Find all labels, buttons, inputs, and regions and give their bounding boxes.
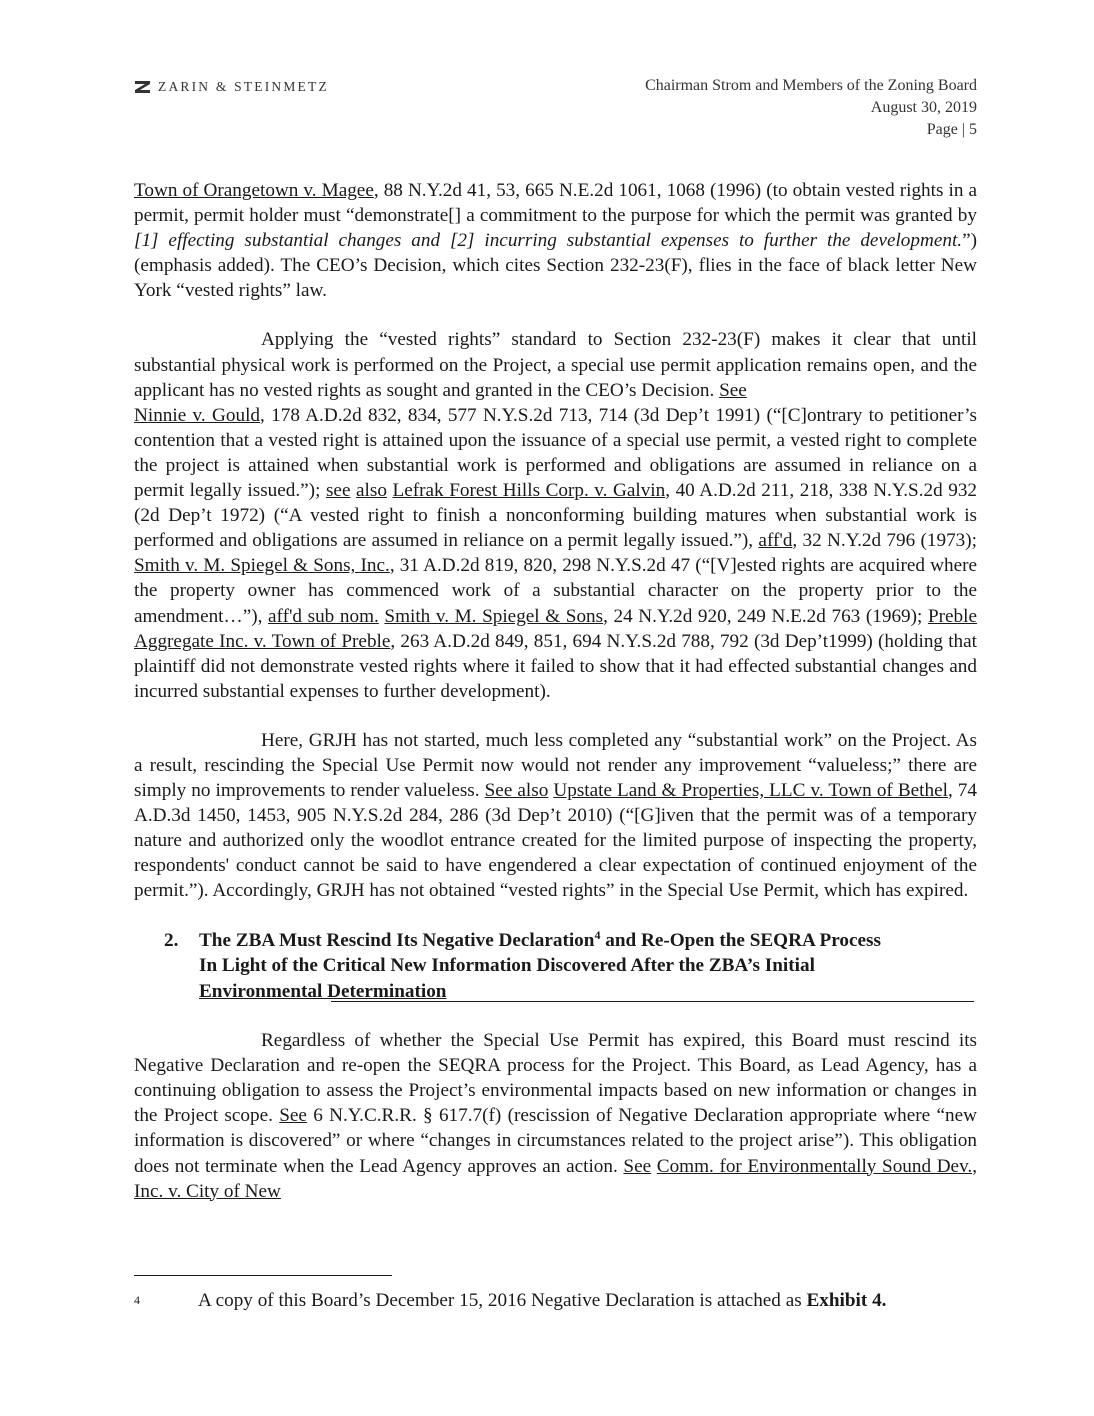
- firm-logo: [135, 79, 329, 95]
- heading-text: Environmental Determination: [199, 980, 447, 1002]
- header-addressee: Chairman Strom and Members of the Zoning Board: [645, 77, 977, 94]
- heading-text: The ZBA Must Rescind Its Negative Declaration: [199, 929, 595, 951]
- signal-affd: aff'd: [758, 530, 793, 552]
- case-citation: Comm. for Environmentally Sound Dev., Inc. v. City of New: [134, 1155, 978, 1202]
- case-citation: Smith v. M. Spiegel & Sons: [384, 605, 604, 627]
- paragraph-text: 6 N.Y.C.R.R. § 617.7(f) (rescission of Negative Declaration appropriate where “new information is discovered” or where “changes in circumstances related to the project arise”). This obligation does not terminate when the Lead Agency approves an action.: [134, 1105, 977, 1177]
- case-citation: Lefrak Forest Hills Corp. v. Galvin: [392, 480, 666, 502]
- case-citation: Preble Aggregate Inc. v. Town of Preble: [134, 605, 977, 652]
- paragraph-2: [134, 327, 977, 703]
- signal-affd-sub-nom: aff'd sub nom.: [268, 605, 379, 627]
- paragraph-text: Applying the “vested rights” standard to Section 232-23(F) makes it clear that until substantial physical work is performed on the Project, a special use permit application remains open, and the applicant has no vested rights as sought and granted in the CEO’s Decision.: [134, 329, 977, 401]
- paragraph-text: , 24 N.Y.2d 920, 249 N.E.2d 763 (1969);: [603, 605, 928, 627]
- footnote-mark: 4: [134, 1293, 140, 1307]
- signal-see: See: [623, 1155, 652, 1177]
- paragraph-text: , 263 A.D.2d 849, 851, 694 N.Y.S.2d 788, 792 (3d Dep’t1999) (holding that plaintiff did not demonstrate vested rights where it failed to show that it had effected substantial changes and incurred substantial expenses to further development).: [134, 630, 977, 702]
- signal-see: see: [325, 480, 351, 502]
- case-citation: Smith v. M. Spiegel & Sons, Inc.: [134, 555, 390, 577]
- case-citation: Town of Orangetown v. Magee: [134, 180, 374, 201]
- paragraph-text: ”) (emphasis added). The CEO’s Decision, which cites Section 232-23(F), flies in the face of black letter New York “vested rights” law.: [134, 230, 977, 302]
- signal-also: also: [356, 480, 387, 502]
- page-header: [645, 75, 977, 141]
- signal-see-also: See also: [484, 780, 549, 802]
- footnote-exhibit: Exhibit 4.: [806, 1290, 887, 1311]
- emphasized-quote: [1] effecting substantial changes and [2] incurring substantial expenses to further the development.: [134, 230, 963, 252]
- section-heading: [134, 928, 977, 1005]
- footnote-divider: [134, 1275, 392, 1276]
- header-date: August 30, 2019: [870, 99, 977, 116]
- paragraph-text: Here, GRJH has not started, much less completed any “substantial work” on the Project. As a result, rescinding the Special Use Permit now would not render any improvement “valueless;” there are simply no improvements to render valueless.: [134, 729, 977, 802]
- header-page-number: Page | 5: [926, 121, 977, 138]
- footnote-body: A copy of this Board’s December 15, 2016 Negative Declaration is attached as: [198, 1290, 807, 1311]
- case-citation: Ninnie v. Gould: [134, 404, 260, 426]
- signal-see: See: [279, 1105, 307, 1127]
- paragraph-text: Regardless of whether the Special Use Permit has expired, this Board must rescind its Negative Declaration and re-open the SEQRA process for the Project. This Board, as Lead Agency, has a continuing obligation to assess the Project’s environmental impacts based on new information or changes in the Project scope.: [134, 1030, 977, 1127]
- firm-logo-icon: [135, 81, 150, 93]
- section-number: 2.: [164, 929, 179, 951]
- heading-text: and Re-Open the SEQRA Process: [600, 929, 881, 951]
- heading-text: In Light of the Critical New Information Discovered After the ZBA’s Initial: [199, 955, 815, 977]
- paragraph-text: , 74 A.D.3d 1450, 1453, 905 N.Y.S.2d 284, 286 (3d Dep’t 2010) (“[G]iven that the permit was of a temporary nature and authorized only the woodlot entrance created for the limited purpose of inspecting the property, respondents' conduct cannot be said to have engendered a clear expectation of continued enjoyment of the permit.”). Accordingly, GRJH has not obtained “vested rights” in the Special Use Permit, which has expired.: [134, 780, 977, 902]
- paragraph-3: [134, 728, 977, 904]
- signal-see: See: [719, 379, 747, 401]
- paragraph-text: , 40 A.D.2d 211, 218, 338 N.Y.S.2d 932 (2d Dep’t 1972) (“A vested right to finish a nonconforming building matures when substantial work is performed and obligations are assumed in reliance on a permit legally issued.”),: [134, 480, 978, 552]
- heading-underline: [331, 1001, 974, 1002]
- paragraph-1: [134, 178, 977, 303]
- paragraph-text: , 31 A.D.2d 819, 820, 298 N.Y.S.2d 47 (“[V]ested rights are acquired where the property owner has commenced work of a substantial character on the property prior to the amendment…”),: [134, 555, 977, 627]
- footnote: [134, 1288, 977, 1313]
- paragraph-text: , 32 N.Y.2d 796 (1973);: [792, 530, 977, 552]
- paragraph-text: , 178 A.D.2d 832, 834, 577 N.Y.S.2d 713, 714 (3d Dep’t 1991) (“[C]ontrary to petitioner’s contention that a vested right is attained upon the issuance of a special use permit, a vested right to complete the project is attained when substantial work is performed and obligations are assumed in reliance on a permit legally issued.”);: [134, 404, 977, 502]
- footnote-text: [198, 1288, 977, 1313]
- paragraph-text: , 88 N.Y.2d 41, 53, 665 N.E.2d 1061, 1068 (1996) (to obtain vested rights in a permit, permit holder must “demonstrate[] a commitment to the purpose for which the permit was granted by: [134, 180, 977, 227]
- paragraph-4: [134, 1028, 977, 1204]
- case-citation: Upstate Land & Properties, LLC v. Town of Bethel: [553, 780, 948, 802]
- document-body: [134, 178, 977, 1228]
- footnote-reference: 4: [594, 927, 601, 942]
- firm-name: ZARIN & STEINMETZ: [158, 79, 329, 94]
